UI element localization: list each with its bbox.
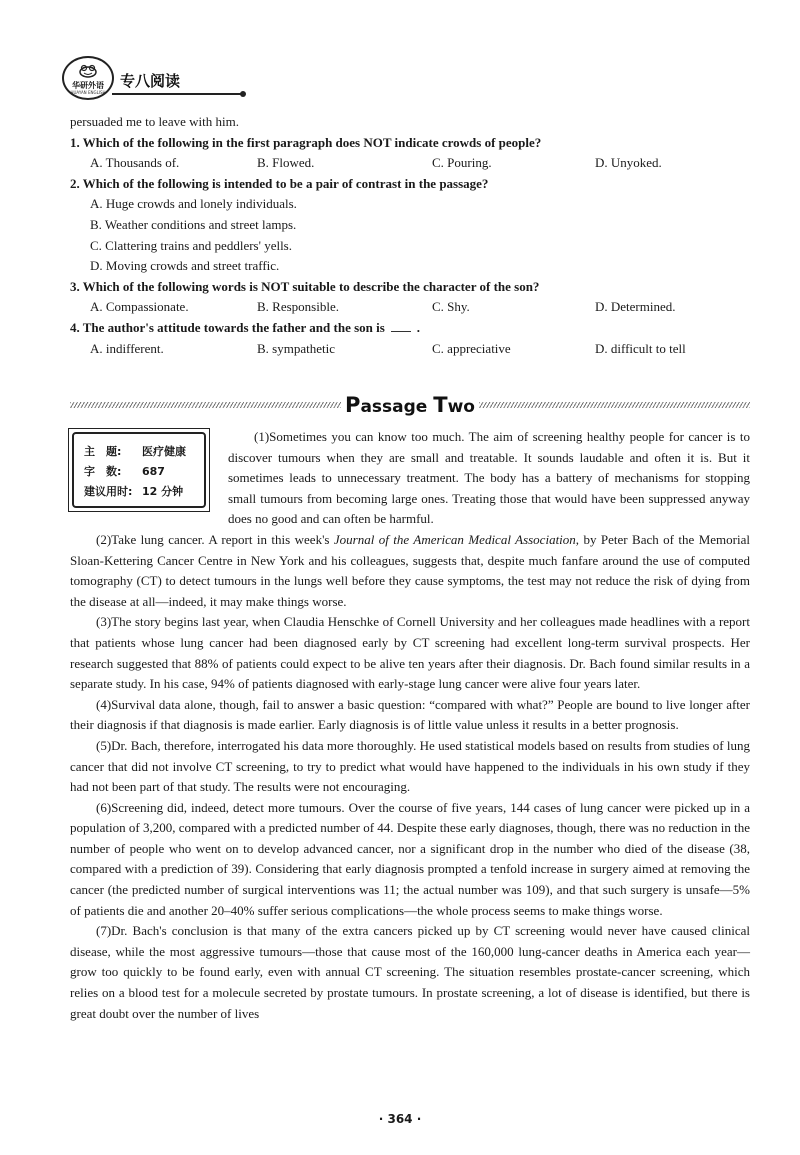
option-2d: D. Moving crowds and street traffic. [90, 258, 280, 274]
question-options-3 [70, 297, 750, 318]
question-stem-4: 4. The author's attitude towards the father and the son is [70, 319, 385, 335]
question-stem-1: 1. Which of the following in the first paragraph does NOT indicate crowds of people? [70, 134, 542, 150]
option-4b: B. sympathetic [257, 340, 335, 356]
question-options-1 [70, 153, 750, 174]
paragraph-7: (7)Dr. Bach's conclusion is that many of the extra cancers picked up by CT screening would never have caused clinical disease, while the most aggressive tumours—those that cause most of the 160,000 lung-cancer deaths in America each year—grow too quickly to be found early, even with annual CT screening. The situation resembles prostate-cancer screening, which relies on a blood test for a molecule secreted by prostate tumours. In prostate screening, a lot of disease is identified, but there is great doubt over the number of lives [70, 923, 750, 1021]
logo-subtext: HUAYAN ENGLISH [70, 90, 106, 95]
option-4d: D. difficult to tell [595, 340, 686, 356]
series-title: 专八阅读 [120, 72, 181, 90]
info-topic: 主 题: 医疗健康 [84, 445, 186, 458]
questions-section [70, 112, 750, 359]
answer-blank [391, 319, 411, 332]
passage-title: Passage Two [345, 393, 475, 417]
option-3a: A. Compassionate. [90, 299, 189, 315]
option-4c: C. appreciative [432, 340, 511, 356]
frog-mascot-icon [78, 64, 98, 78]
passage-heading [70, 392, 750, 418]
heading-rule-left [70, 402, 341, 408]
info-suggested-time: 建议用时: 12 分钟 [84, 485, 184, 498]
paragraph-6: (6)Screening did, indeed, detect more tumours. Over the course of five years, 144 cases of lung cancer were picked up in a population of 3,200, compared with a predicted number of 44. Despite these early diagnoses, though, there was no reduction in the number of people who went on to develop advanced cancer, nor a significant drop in the number who died of the disease (38, compared with a prediction of 39). Considering that early diagnosis prompted a tenfold increase in surgery aimed at removing the cancer (the predicted number of surgical interventions was 11; the actual number was 109), and that such surgery is unsafe—5% of patients die and another 20–40% suffer serious complications—the whole process seems to make things worse. [70, 799, 750, 918]
option-4a: A. indifferent. [90, 340, 164, 356]
option-2a: A. Huge crowds and lonely individuals. [90, 196, 297, 212]
paragraph-2: (2)Take lung cancer. A report in this week's Journal of the American Medical Association, by Peter Bach of the Memorial Sloan-Kettering Cancer Centre in New York and his colleagues, suggests that, despite much fanfare around the use of computed tomography (CT) to detect tumours in the lungs well before they cause symptoms, the test may not reduce the risk of dying from the disease at all—indeed, it may make things worse. [70, 531, 750, 609]
option-1c: C. Pouring. [432, 155, 492, 171]
option-3c: C. Shy. [432, 299, 470, 315]
option-1d: D. Unyoked. [595, 155, 662, 171]
question-4 [70, 318, 750, 339]
question-stem-3: 3. Which of the following words is NOT suitable to describe the character of the son? [70, 278, 540, 294]
passage-body [70, 427, 750, 1024]
page-header [62, 50, 462, 110]
paragraph-1: (1)Sometimes you can know too much. The aim of screening healthy people for cancer is to discover tumours when they are small and treatable. It sounds laudable and often it is. But it sometimes leads to unnecessary treatment. The body has a battery of mechanisms for stopping small tumours from becoming large ones. Treating those that would have been suppressed anyway does no good and can often be harmful. [228, 429, 750, 527]
option-2c: C. Clattering trains and peddlers' yells. [90, 237, 292, 253]
option-3d: D. Determined. [595, 299, 676, 315]
option-1a: A. Thousands of. [90, 155, 180, 171]
option-1b: B. Flowed. [257, 155, 315, 171]
option-2b: B. Weather conditions and street lamps. [90, 216, 297, 232]
publisher-logo [62, 56, 114, 100]
heading-rule-right [479, 402, 750, 408]
option-3b: B. Responsible. [257, 299, 339, 315]
question-stem-4-end: . [416, 319, 421, 335]
question-stem-2: 2. Which of the following is intended to be a pair of contrast in the passage? [70, 175, 489, 191]
logo-text: 华研外语 [72, 81, 104, 90]
paragraph-4: (4)Survival data alone, though, fail to answer a basic question: “compared with what?” People are bound to live longer after their diagnosis if that diagnosis is made earlier. Early diagnosis is of little value unless it results in a better prognosis. [70, 696, 750, 733]
page-number: · 364 · [378, 1112, 422, 1126]
info-word-count: 字 数: 687 [84, 465, 165, 478]
header-rule [112, 93, 242, 95]
paragraph-3: (3)The story begins last year, when Claudia Henschke of Cornell University and her colleagues made headlines with a report that patients whose lung cancer had been diagnosed early by CT screening had excellent long-term survival prospects. Her research suggested that 88% of patients could expect to be alive ten years after their diagnosis. Dr. Bach found similar results in a separate study. In his case, 94% of patients diagnosed with early-stage lung cancer were alive four years later. [70, 614, 750, 692]
question-options-4 [70, 339, 750, 360]
continued-text: persuaded me to leave with him. [70, 114, 239, 129]
paragraph-5: (5)Dr. Bach, therefore, interrogated his data more thoroughly. He used statistical models based on results from studies of lung cancer that did not involve CT screening, to try to predict what would have happened to the individuals in his own study if they had not been part of that study. The results were not encouraging. [70, 737, 750, 795]
